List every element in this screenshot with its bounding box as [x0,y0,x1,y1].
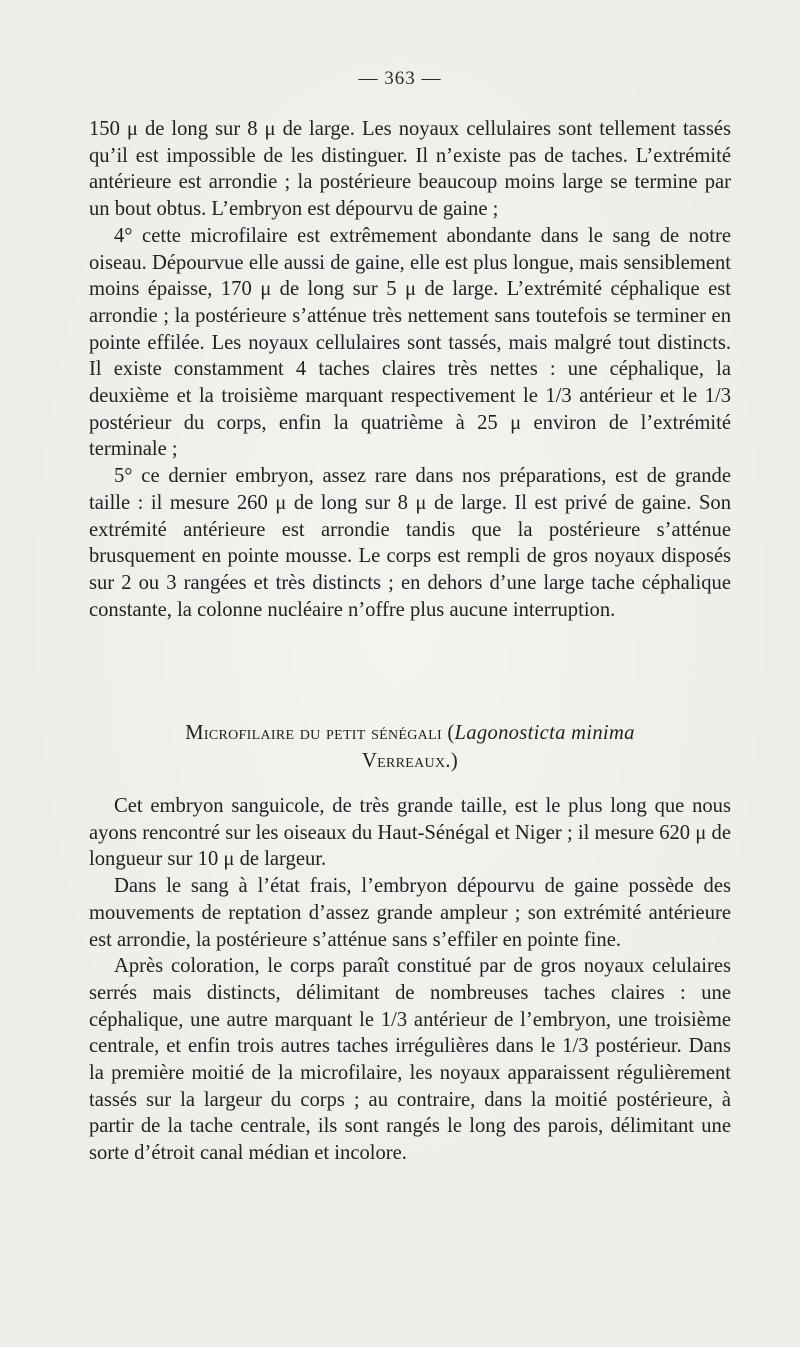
paragraph-item-5: 5° ce dernier embryon, assez rare dans nos préparations, est de grande taille : il mesure 260 μ de long sur 8 μ de large. Il est privé de gaine. Son extrémité antérieure est arrondie tandis que la postérieure s’atténue brusquement en pointe mousse. Le corps est rempli de gros noyaux disposés sur 2 ou 3 rangées et très distincts ; en dehors d’une large tache céphalique constante, la colonne nucléaire n’offre plus aucune interruption. [89,465,731,621]
page-number: — 363 — [358,68,442,89]
heading-open-paren: ( [441,722,455,744]
heading-close-paren: ) [450,750,458,772]
paragraph-coloration: Après coloration, le corps paraît constitué par de gros noyaux celulaires serrés mais distincts, délimitant de nombreuses taches claires : une céphalique, une autre marquant le 1/3 antérieur de l’embryon, une troisième centrale, et enfin trois autres taches irrégulières dans le 1/3 postérieur. Dans la première moitié de la microfilaire, les noyaux apparaissent régulièrement tassés sur la largeur du corps ; au contraire, dans la moitié postérieure, à partir de la tache centrale, ils sont rangés le long des parois, délimitant une sorte d’étroit canal médian et incolore. [89,955,731,1165]
heading-species: Lagonosticta minima [454,722,635,744]
section-heading [89,719,731,775]
section-1-text [89,116,731,623]
paragraph-item-4: 4° cette microfilaire est extrêmement abondante dans le sang de notre oiseau. Dépourvue elle aussi de gaine, elle est plus longue, mais sensiblement moins épaisse, 170 μ de long sur 5 μ de large. L’extrémité céphalique est arrondie ; la postérieure s’atténue très nettement sans toutefois se terminer en pointe effilée. Les noyaux cellulaires sont tassés, mais malgré tout distincts. Il existe constamment 4 taches claires très nettes : une céphalique, la deuxième et la troisième marquant respectivement le 1/3 antérieur et le 1/3 postérieur du corps, enfin la quatrième à 25 μ environ de l’extrémité terminale ; [89,224,731,461]
heading-title: Microfilaire du petit sénégali [185,722,442,744]
section-2-text [89,793,731,1167]
paragraph-fresh-blood: Dans le sang à l’état frais, l’embryon dépourvu de gaine possède des mouvements de reptation d’assez grande ampleur ; son extrémité antérieure est arrondie, la postérieure s’atténue sans s’effiler en pointe fine. [89,875,731,951]
paragraph-continuation: 150 μ de long sur 8 μ de large. Les noyaux cellulaires sont tellement tassés qu’il est impossible de les distinguer. Il n’existe pas de taches. L’extrémité antérieure est arrondie ; la postérieure beaucoup moins large se termine par un bout obtus. L’embryon est dépourvu de gaine ; [89,118,731,221]
heading-author: Verreaux. [361,750,451,772]
paragraph-description: Cet embryon sanguicole, de très grande taille, est le plus long que nous ayons rencontré sur les oiseaux du Haut-Sénégal et Niger ; il mesure 620 μ de longueur sur 10 μ de largeur. [89,795,731,871]
